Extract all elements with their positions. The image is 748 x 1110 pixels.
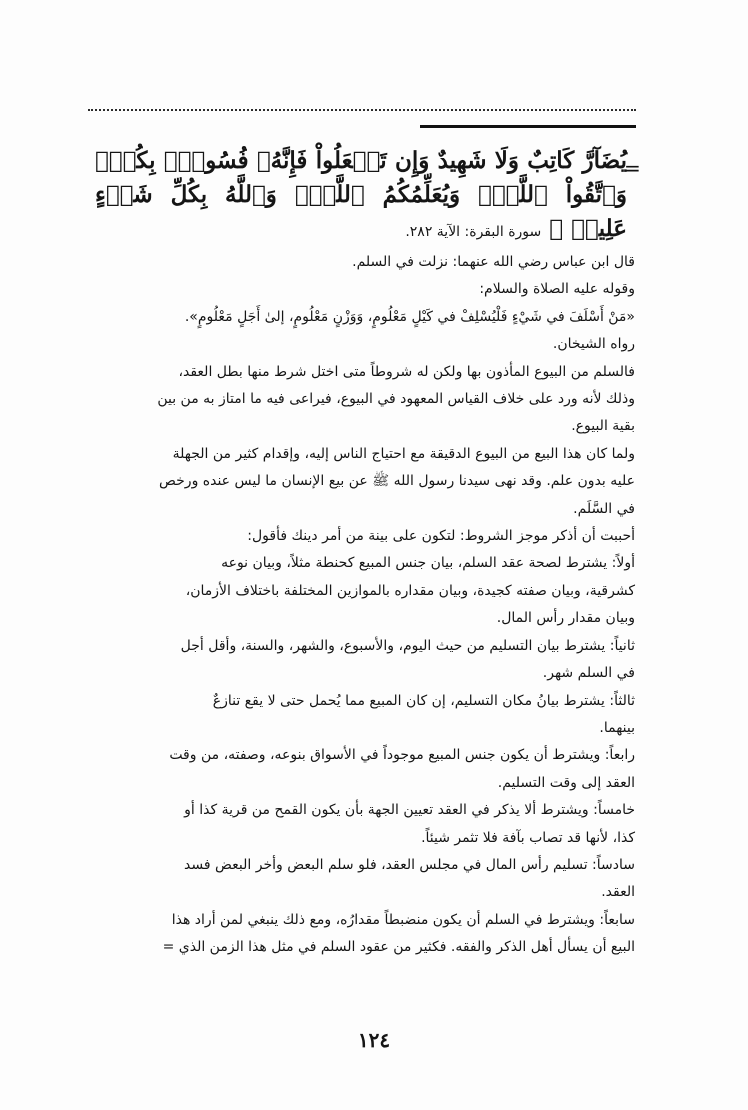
text-line: كذا، لأنها قد تصاب بآفة فلا تثمر شيئاً. <box>421 829 635 846</box>
hadith-line: «مَنْ أَسْلَفَ في شَيْءٍ فَلْيُسْلِفْ في كَيْلٍ مَعْلُومٍ، وَوَزْنٍ مَعْلُومٍ، إلىٰ أَجَلٍ مَعْلُومٍ». <box>184 308 635 325</box>
footnote-rule <box>420 125 636 128</box>
condition-seventh: سابعاً: ويشترط في السلم أن يكون منضبطاً مقدارُه، ومع ذلك ينبغي لمن أراد هذا <box>171 911 635 928</box>
condition-fifth: خامساً: ويشترط ألا يذكر في العقد تعيين الجهة بأن يكون القمح من قرية كذا أو <box>184 802 635 819</box>
condition-fourth: رابعاً: ويشترط أن يكون جنس المبيع موجوداً في الأسواق بنوعه، وصفته، من وقت <box>169 747 635 764</box>
condition-first: أولاً: يشترط لصحة عقد السلم، بيان جنس المبيع كحنطة مثلاً، وبيان نوعه <box>221 555 635 572</box>
text-line: بينهما. <box>599 719 635 736</box>
text-line: وبيان مقدار رأس المال. <box>496 610 635 627</box>
text-line: ولما كان هذا البيع من البيوع الدقيقة مع احتياج الناس إليه، وإقدام كثير من الجهلة <box>172 445 635 462</box>
condition-third: ثالثاً: يشترط بيانُ مكان التسليم، إن كان المبيع مما يُحمل حتى لا يقع تنازعٌ <box>212 692 635 709</box>
text-line: فالسلم من البيوع المأذون بها ولكن له شروطاً متى اختل شرط منها بطل العقد، <box>178 363 635 380</box>
verse-text: يُضَآرَّ كَاتِبٌ وَلَا شَهِيدٌ وَإِن تَفۡعَلُواْ فَإِنَّهُۥ فُسُوقُۢ بِكُمۡۗ وَٱتَّقُواْ ٱللَّهَۖ وَيُعَلِّمُكُمُ ٱللَّهُۗ وَٱللَّهُ بِكُلِّ شَيۡءٍ عَلِيمٞ ﴾ <box>95 147 627 242</box>
text-line: وذلك لأنه ورد على خلاف القياس المعهود في البيوع، فيراعى فيه ما امتاز به من بين <box>157 391 635 408</box>
quran-verse <box>95 144 635 249</box>
condition-sixth: سادساً: تسليم رأس المال في مجلس العقد، فلو سلم البعض وأخر البعض فسد <box>184 856 635 873</box>
footnote-text <box>95 136 635 962</box>
dotted-separator <box>88 109 636 111</box>
condition-second: ثانياً: يشترط بيان التسليم من حيث اليوم، والأسبوع، والشهر، والسنة، وأقل أجل <box>180 637 635 654</box>
text-line: كشرقية، وبيان صفته كجيدة، وبيان مقداره بالموازين المختلفة باختلاف الأزمان، <box>185 582 635 599</box>
text-line: أحببت أن أذكر موجز الشروط: لتكون على بينة من أمر دينك فأقول: <box>247 528 635 545</box>
text-line: عليه بدون علم. وقد نهى سيدنا رسول الله ﷺ عن بيع الإنسان ما ليس عنده ورخص <box>159 473 635 490</box>
text-line: البيع أن يسأل أهل الذكر والفقه. فكثير من عقود السلم في مثل هذا الزمن الذي = <box>162 939 635 956</box>
text-line: وقوله عليه الصلاة والسلام: <box>479 281 635 298</box>
continuation-mark: = <box>624 156 641 180</box>
text-line: العقد. <box>601 884 635 901</box>
text-line: في السَّلَم. <box>573 500 635 517</box>
text-line: بقية البيوع. <box>571 418 635 435</box>
text-line: قال ابن عباس رضي الله عنهما: نزلت في السلم. <box>352 254 635 270</box>
verse-reference: سورة البقرة: الآية ٢٨٢. <box>405 224 542 240</box>
text-line: العقد إلى وقت التسليم. <box>497 774 635 791</box>
text-line: رواه الشيخان. <box>552 336 635 353</box>
page-number: ١٢٤ <box>357 1028 391 1052</box>
text-line: في السلم شهر. <box>542 665 635 682</box>
